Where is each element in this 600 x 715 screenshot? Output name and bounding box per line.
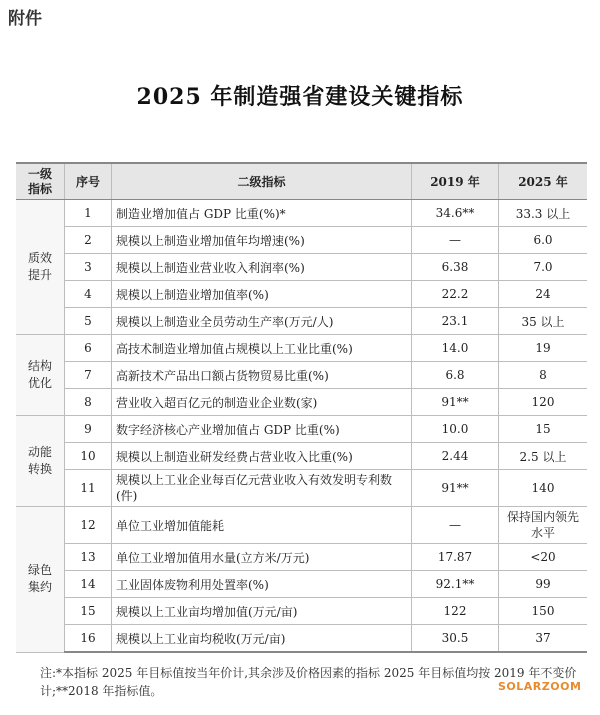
row-2025-target: 35 以上 [499, 308, 588, 335]
row-no: 15 [65, 598, 112, 625]
row-2025-target: 7.0 [499, 254, 588, 281]
row-indicator: 规模以上工业企业每百亿元营业收入有效发明专利数(件) [112, 470, 412, 507]
row-2025-target: 99 [499, 571, 588, 598]
row-2025-target: 150 [499, 598, 588, 625]
row-2025-target: 33.3 以上 [499, 200, 588, 227]
row-2025-target: 15 [499, 416, 588, 443]
row-indicator: 规模以上工业亩均增加值(万元/亩) [112, 598, 412, 625]
document-title: 2025 年制造强省建设关键指标 [136, 84, 464, 110]
row-indicator: 规模以上制造业增加值率(%) [112, 281, 412, 308]
row-no: 8 [65, 389, 112, 416]
row-2025-target: 2.5 以上 [499, 443, 588, 470]
row-2019-value: 34.6** [412, 200, 499, 227]
row-indicator: 工业固体废物利用处置率(%) [112, 571, 412, 598]
table-row [16, 389, 587, 416]
table-row [16, 335, 587, 362]
table-row [16, 308, 587, 335]
table-row [16, 227, 587, 254]
key-indicators-table [16, 162, 587, 653]
row-2025-target: 120 [499, 389, 588, 416]
row-no: 5 [65, 308, 112, 335]
row-2019-value: — [412, 507, 499, 544]
header-2025: 2025 年 [499, 163, 588, 200]
row-2019-value: 22.2 [412, 281, 499, 308]
row-no: 7 [65, 362, 112, 389]
header-indicator: 二级指标 [112, 163, 412, 200]
table-row [16, 571, 587, 598]
row-2019-value: 91** [412, 470, 499, 507]
row-indicator: 高新技术产品出口额占货物贸易比重(%) [112, 362, 412, 389]
row-2025-target: 24 [499, 281, 588, 308]
row-2019-value: 2.44 [412, 443, 499, 470]
row-2019-value: 6.38 [412, 254, 499, 281]
row-2019-value: 6.8 [412, 362, 499, 389]
row-indicator: 高技术制造业增加值占规模以上工业比重(%) [112, 335, 412, 362]
row-no: 13 [65, 544, 112, 571]
table-row [16, 625, 587, 653]
table-row [16, 281, 587, 308]
row-indicator: 规模以上工业亩均税收(万元/亩) [112, 625, 412, 653]
category-cell: 绿色 集约 [16, 507, 65, 653]
footnote: 注:*本指标 2025 年目标值按当年价计,其余涉及价格因素的指标 2025 年目标值均按 2019 年不变价计;**2018 年指标值。 [40, 666, 577, 698]
row-2025-target: <20 [499, 544, 588, 571]
row-no: 9 [65, 416, 112, 443]
row-2019-value: 92.1** [412, 571, 499, 598]
row-2025-target: 140 [499, 470, 588, 507]
row-2025-target: 37 [499, 625, 588, 653]
category-cell: 动能 转换 [16, 416, 65, 507]
row-no: 6 [65, 335, 112, 362]
table-row [16, 544, 587, 571]
row-2025-target: 8 [499, 362, 588, 389]
row-no: 11 [65, 470, 112, 507]
row-indicator: 规模以上制造业增加值年均增速(%) [112, 227, 412, 254]
category-cell: 结构 优化 [16, 335, 65, 416]
row-2019-value: 10.0 [412, 416, 499, 443]
table-row [16, 200, 587, 227]
row-indicator: 单位工业增加值用水量(立方米/万元) [112, 544, 412, 571]
category-cell: 质效 提升 [16, 200, 65, 335]
row-2025-target: 保持国内领先水平 [499, 507, 588, 544]
row-2025-target: 19 [499, 335, 588, 362]
row-2019-value: 23.1 [412, 308, 499, 335]
row-indicator: 规模以上制造业研发经费占营业收入比重(%) [112, 443, 412, 470]
row-indicator: 单位工业增加值能耗 [112, 507, 412, 544]
row-no: 10 [65, 443, 112, 470]
attachment-label: 附件 [8, 9, 42, 29]
header-2019: 2019 年 [412, 163, 499, 200]
row-2019-value: 122 [412, 598, 499, 625]
row-no: 3 [65, 254, 112, 281]
table-row [16, 443, 587, 470]
row-no: 4 [65, 281, 112, 308]
row-no: 12 [65, 507, 112, 544]
row-no: 1 [65, 200, 112, 227]
row-indicator: 规模以上制造业营业收入利润率(%) [112, 254, 412, 281]
row-2019-value: 14.0 [412, 335, 499, 362]
row-indicator: 制造业增加值占 GDP 比重(%)* [112, 200, 412, 227]
table-header-row [16, 163, 587, 200]
row-2025-target: 6.0 [499, 227, 588, 254]
table-row [16, 598, 587, 625]
watermark-logo: SOLARZOOM [498, 680, 582, 693]
row-no: 2 [65, 227, 112, 254]
row-indicator: 规模以上制造业全员劳动生产率(万元/人) [112, 308, 412, 335]
row-2019-value: 17.87 [412, 544, 499, 571]
row-2019-value: 91** [412, 389, 499, 416]
row-2019-value: — [412, 227, 499, 254]
row-indicator: 营业收入超百亿元的制造业企业数(家) [112, 389, 412, 416]
table-row [16, 470, 587, 507]
table-row [16, 254, 587, 281]
row-no: 14 [65, 571, 112, 598]
row-no: 16 [65, 625, 112, 653]
row-2019-value: 30.5 [412, 625, 499, 653]
table-row [16, 507, 587, 544]
table-row [16, 362, 587, 389]
header-category: 一级 指标 [16, 163, 65, 200]
row-indicator: 数字经济核心产业增加值占 GDP 比重(%) [112, 416, 412, 443]
table-row [16, 416, 587, 443]
header-no: 序号 [65, 163, 112, 200]
